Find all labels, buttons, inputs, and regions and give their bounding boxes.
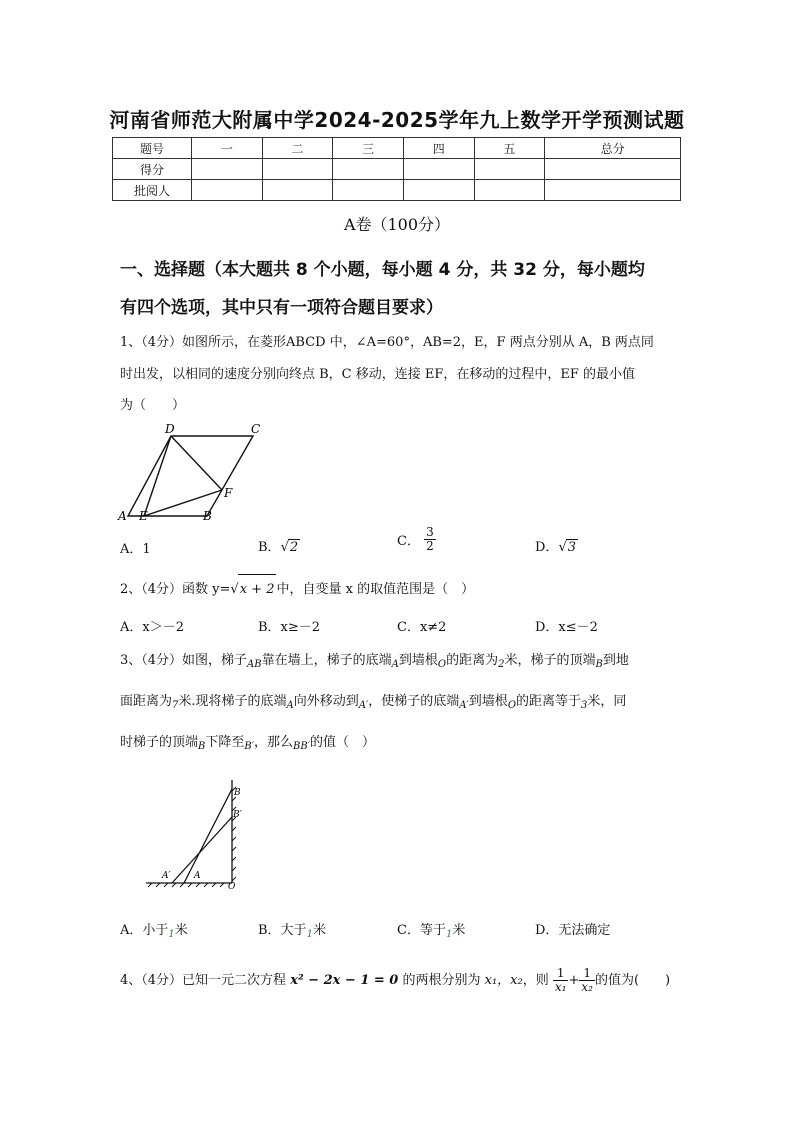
math-var: O	[437, 659, 447, 670]
table-row	[113, 159, 681, 180]
text-run: ，则	[522, 973, 549, 988]
sqrt-sign: √	[230, 582, 239, 597]
text-run: 到墙根	[398, 653, 438, 668]
text-run: 4、（4分）已知一元二次方程	[120, 973, 291, 988]
option-prefix: D．	[535, 540, 559, 555]
denominator: 2	[426, 539, 434, 553]
q3-option-a[interactable]	[120, 919, 188, 940]
q3-ladder-figure	[140, 775, 250, 890]
option-text: C．等于	[397, 923, 446, 938]
figure-label: F	[224, 486, 233, 500]
figure-label: B′	[233, 810, 242, 820]
radicand: 2	[289, 540, 299, 555]
fraction	[579, 967, 595, 994]
radicand: 3	[567, 540, 577, 555]
figure-label: E	[139, 509, 148, 523]
math-var: A′	[358, 700, 369, 711]
q1-option-b[interactable]	[258, 536, 300, 555]
q2-suffix: 中，自变量 x 的取值范围是（ ）	[276, 582, 475, 597]
text-run: 时梯子的顶端	[120, 735, 199, 750]
text-run: 的值（ ）	[310, 735, 376, 750]
q3-option-b[interactable]	[258, 919, 326, 940]
table-cell: 批阅人	[113, 180, 192, 201]
figure-label: D	[165, 422, 175, 436]
q1-rhombus-figure	[115, 420, 275, 525]
math-var: AB	[247, 659, 262, 670]
math-var: B	[198, 741, 206, 752]
text-run: 到墙根	[468, 694, 508, 709]
table-cell[interactable]	[192, 159, 263, 180]
figure-label: B	[203, 509, 212, 523]
math-var: 7	[172, 700, 179, 711]
table-cell: 总分	[545, 138, 681, 159]
text-run: 的距离等于	[516, 694, 582, 709]
table-cell[interactable]	[403, 180, 474, 201]
q3-line1	[120, 646, 680, 679]
numerator: 3	[426, 525, 434, 539]
option-prefix: B．	[258, 540, 281, 555]
table-cell: 三	[333, 138, 404, 159]
q2-option-a[interactable]: A．x＞－2	[120, 620, 184, 635]
table-cell[interactable]	[474, 159, 545, 180]
table-cell: 五	[474, 138, 545, 159]
table-cell: 得分	[113, 159, 192, 180]
table-cell[interactable]	[333, 180, 404, 201]
option-text: 米	[174, 923, 188, 938]
math-var: O	[507, 700, 517, 711]
figure-label: B	[234, 788, 241, 798]
q4-stem	[120, 966, 690, 995]
q2-option-b[interactable]: B．x≥－2	[258, 620, 321, 635]
text-run: ，使梯子的底端	[368, 694, 460, 709]
table-cell[interactable]	[262, 180, 333, 201]
q3-line3	[120, 728, 680, 761]
math-var: 2	[498, 659, 505, 670]
math-var: 3	[581, 700, 588, 711]
figure-label: A′	[162, 871, 171, 881]
figure-label: A	[118, 509, 127, 523]
math-var: A	[286, 700, 294, 711]
math-var: BB′	[293, 741, 310, 752]
operator: +	[568, 973, 580, 988]
section-a-heading: A卷（100分）	[343, 215, 451, 234]
sqrt-sign: √	[280, 540, 289, 555]
q3-option-c[interactable]	[397, 919, 465, 940]
text-run: 到地	[602, 653, 629, 668]
figure-label: A	[194, 871, 201, 881]
q1-line1: 1、（4分）如图所示，在菱形ABCD 中，∠A=60°，AB=2，E，F 两点分别从 A，B 两点同	[120, 335, 654, 350]
table-cell[interactable]	[403, 159, 474, 180]
math-var: 1	[445, 929, 453, 940]
text-run: 下降至	[205, 735, 245, 750]
text-run: 靠在墙上，梯子的底端	[261, 653, 392, 668]
q3-line2	[120, 687, 680, 720]
figure-label: C	[251, 422, 261, 436]
q1-option-d[interactable]	[535, 536, 578, 555]
table-cell[interactable]	[545, 180, 681, 201]
table-cell[interactable]	[192, 180, 263, 201]
math-var: 1	[306, 929, 313, 940]
table-cell[interactable]	[545, 159, 681, 180]
denominator: x₂	[581, 980, 593, 994]
text-run: 的两根分别为	[398, 973, 485, 988]
page-title: 河南省师范大附属中学2024-2025学年九上数学开学预测试题	[109, 108, 685, 132]
table-cell[interactable]	[474, 180, 545, 201]
sqrt-sign: √	[558, 540, 567, 555]
table-cell: 题号	[113, 138, 192, 159]
roots: x₁，x₂	[484, 973, 523, 988]
text-run: 3、（4分）如图，梯子	[120, 653, 248, 668]
table-cell: 一	[192, 138, 263, 159]
numerator: 1	[553, 967, 569, 981]
numerator: 1	[579, 967, 595, 981]
q1-option-a[interactable]: A．1	[120, 542, 151, 557]
q2-option-c[interactable]: C．x≠2	[397, 620, 447, 635]
q2-prefix: 2、（4分）函数 y=	[120, 582, 231, 597]
text-run: 面距离为	[120, 694, 173, 709]
equation: x² − 2x − 1 = 0	[290, 973, 399, 988]
option-text: 米	[312, 923, 326, 938]
q3-option-d[interactable]	[535, 919, 610, 938]
text-run: 米，梯子的顶端	[504, 653, 596, 668]
table-cell: 二	[262, 138, 333, 159]
table-cell[interactable]	[262, 159, 333, 180]
part1-heading-line1: 一、选择题（本大题共 8 个小题，每小题 4 分，共 32 分，每小题均	[120, 260, 645, 280]
score-table	[112, 137, 681, 201]
table-cell: 四	[403, 138, 474, 159]
table-row	[113, 138, 681, 159]
denominator: x₁	[554, 980, 567, 994]
option-prefix: C．	[397, 534, 420, 549]
option-text: A．小于	[120, 923, 169, 938]
option-text: D．无法确定	[535, 923, 611, 938]
q1-line3: 为（ ）	[120, 398, 186, 413]
fraction	[553, 967, 569, 994]
text-run: 的距离为	[446, 653, 499, 668]
option-text: 米	[452, 923, 466, 938]
table-cell[interactable]	[333, 159, 404, 180]
q2-option-d[interactable]: D．x≤－2	[535, 620, 598, 635]
text-run: 米，同	[587, 694, 627, 709]
math-var: 1	[168, 929, 175, 940]
text-run: 米.现将梯子的底端	[178, 694, 287, 709]
text-run: ，那么	[254, 735, 294, 750]
radicand: x + 2	[238, 574, 277, 604]
fraction	[424, 526, 436, 553]
math-var: A′	[459, 700, 469, 711]
text-run: 的值为( )	[594, 973, 671, 988]
math-var: A	[391, 659, 399, 670]
q1-line2: 时出发，以相同的速度分别向终点 B，C 移动，连接 EF，在移动的过程中，EF 的最小值	[120, 367, 636, 382]
part1-heading-line2: 有四个选项，其中只有一项符合题目要求）	[120, 298, 443, 318]
option-text: B．大于	[258, 923, 307, 938]
table-row	[113, 180, 681, 201]
q1-option-c[interactable]	[397, 526, 436, 553]
figure-label: O	[228, 882, 236, 890]
math-var: B′	[244, 741, 255, 752]
text-run: 向外移动到	[293, 694, 359, 709]
q2-stem	[120, 574, 680, 604]
math-var: B	[595, 659, 603, 670]
